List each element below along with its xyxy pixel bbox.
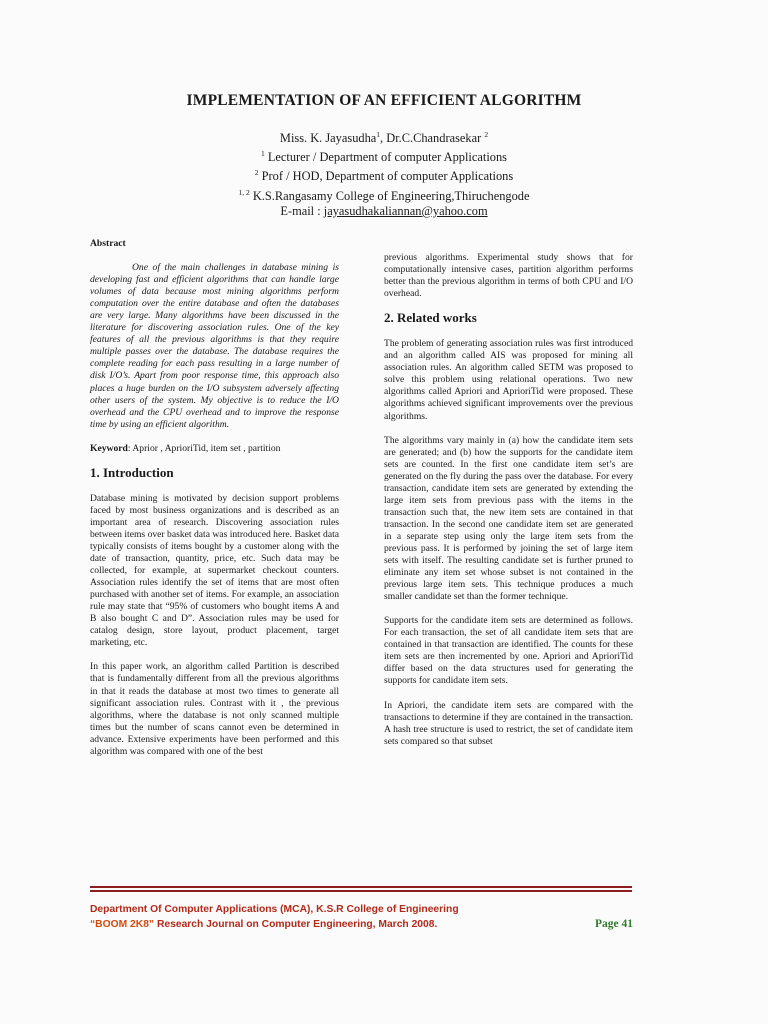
affiliation-3 [0, 185, 768, 204]
affiliation-1-sup: 1 [261, 149, 265, 159]
footer-journal [90, 919, 437, 930]
abstract-body: One of the main challenges in database mining is developing fast and efficient algorithms that can handle large volumes of data because most mining algorithms perform computation over the entire database and often the databases are very large. Many algorithms have been discussed in the literature for discovering association rules. One of the key features of all the previous algorithms is that they require multiple passes over the database. The database requires the complete reading for each pass resulting in a large number of disk I/O’s. Apart from poor response time, this approach also places a huge burden on the I/O subsystem adversely affecting other users of the system. My objective is to reduce the I/O overhead and the CPU overhead and to improve the response time by using an efficient algorithm. [90, 262, 339, 430]
related-works-paragraph-3: Supports for the candidate item sets are determined as follows. For each transaction, the set of all candidate item sets that are contained in that transaction are identified. The counts for these item sets are then incremented by one. Apriori and AprioriTid differ based on the data structures used for generating the supports for candidate item sets. [384, 615, 633, 687]
affiliation-3-text: K.S.Rangasamy College of Engineering,Thiruchengode [249, 188, 530, 203]
author-1-sup: 1 [376, 130, 381, 139]
affiliation-1 [0, 146, 768, 165]
author-2: , Dr.C.Chandrasekar [380, 131, 482, 145]
page-number: Page 41 [594, 918, 633, 930]
email-link[interactable]: jayasudhakaliannan@yahoo.com [323, 203, 488, 218]
continued-paragraph: previous algorithms. Experimental study shows that for computationally intensive cases, partition algorithm performs better than the previous algorithm in terms of both CPU and I/O overhead. [384, 252, 633, 300]
keywords [90, 443, 339, 455]
section-heading-related-works: 2. Related works [384, 310, 477, 326]
keyword-text: : Aprior , AprioriTid, item set , partition [127, 442, 281, 454]
affiliation-3-sup: 1, 2 [238, 187, 250, 197]
paper-title: IMPLEMENTATION OF AN EFFICIENT ALGORITHM [186, 92, 582, 109]
authors-line [0, 127, 768, 146]
author-1: Miss. K. Jayasudha [279, 131, 377, 145]
footer-journal-details: Research Journal on Computer Engineering, March 2008. [154, 919, 438, 930]
abstract-heading: Abstract [90, 238, 126, 249]
footer-department: Department Of Computer Applications (MCA), K.S.R College of Engineering [90, 904, 459, 915]
author-block [0, 127, 768, 219]
related-works-paragraph-2: The algorithms vary mainly in (a) how the candidate item sets are generated; and (b) how the supports for the candidate item sets are counted. In the first one candidate item set’s are generated on the fly during the pass over the database. For every transaction, candidate item sets are generated by extending the large item sets from previous pass with the items in the transaction such that, the new item sets are contained in that transaction. In the second one candidate item set are generated in a separate step using only the large item sets from the previous pass. It is performed by joining the set of large item sets with itself. The resulting candidate set is further pruned to eliminate any item set whose subset is not contained in the previous large item sets. This technique produces a much smaller candidate set than the former technique. [384, 434, 633, 603]
footer-rule-top [90, 886, 632, 888]
affiliation-2-text: Prof / HOD, Department of computer Applications [258, 169, 514, 184]
related-works-paragraph-4: In Apriori, the candidate item sets are compared with the transactions to determine if they are contained in the transaction. A hash tree structure is used to restrict, the set of candidate item sets compared so that subset [384, 699, 633, 747]
author-2-sup: 2 [484, 130, 489, 139]
introduction-paragraph-1: Database mining is motivated by decision support problems faced by most business organizations and is described as an important area of research. Discovering association rules between items over basket data was introduced here. Basket data typically consists of items bought by a customer along with the date of transaction, quantity, price, etc. Such data may be collected, for example, at supermarket checkout counters. Association rules identify the set of items that are most often purchased with another set of items. For example, an association rule may state that “95% of customers who bought items A and B also bought C and D”. Association rules may be used for catalog design, store layout, product placement, target marketing, etc. [90, 492, 339, 649]
related-works-paragraph-1: The problem of generating association rules was first introduced and an algorithm called AIS was proposed for mining all association rules. An algorithm called SETM was proposed to solve this problem using relational operations. Two new algorithms called Apriori and AprioriTid were proposed. These algorithms achieved significant improvements over the previous algorithms. [384, 338, 633, 422]
footer-rule-bottom [90, 890, 632, 892]
affiliation-2 [0, 165, 768, 184]
right-column [384, 252, 633, 760]
affiliation-1-text: Lecturer / Department of computer Applications [264, 150, 507, 165]
email-line [0, 204, 768, 219]
left-column [90, 238, 339, 770]
introduction-paragraph-2: In this paper work, an algorithm called Partition is described that is fundamentally different from all the previous algorithms in that it reads the database at most two times to generate all significant association rules. Contrast with it , the previous algorithms, where the database is not only scanned multiple times but the number of scans cannot even be determined in advance. Extensive experiments have been performed and this algorithm was compared with one of the best [90, 661, 339, 757]
email-label: E-mail : [280, 203, 324, 218]
affiliation-2-sup: 2 [254, 168, 259, 178]
section-heading-introduction: 1. Introduction [90, 464, 174, 480]
footer-journal-name: “BOOM 2K8” [90, 919, 155, 930]
keyword-label: Keyword [90, 442, 128, 454]
